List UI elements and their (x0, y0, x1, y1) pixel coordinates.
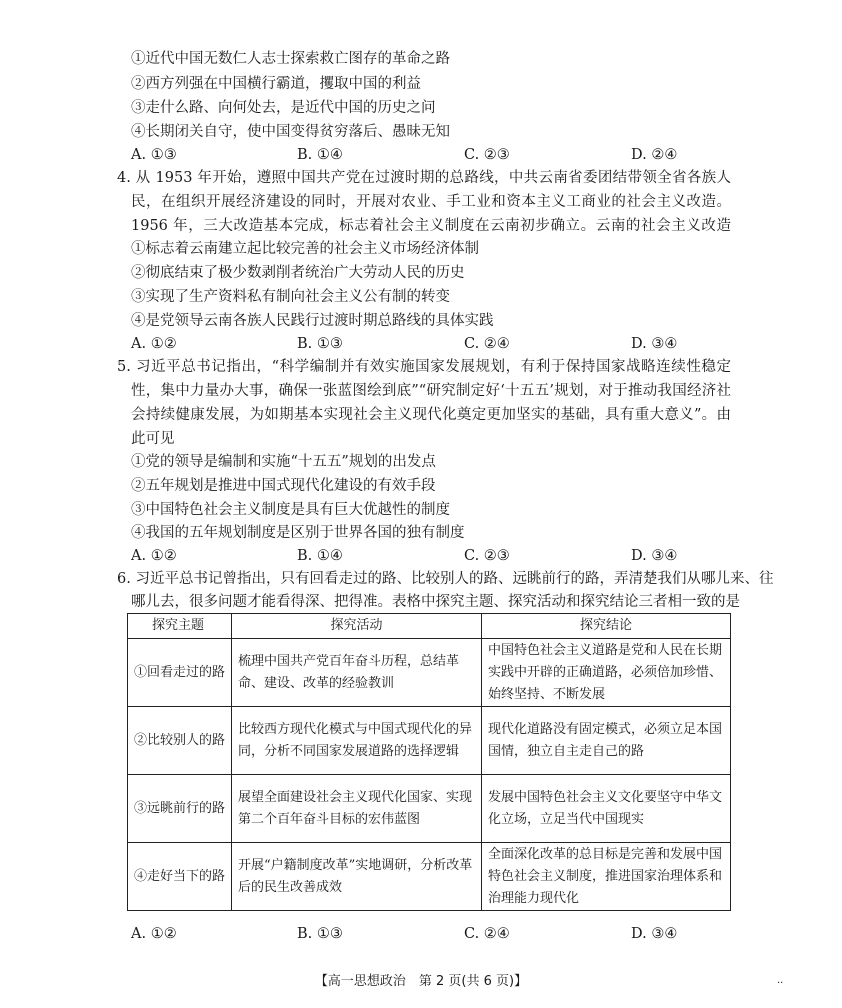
q4-stem-line-1: 4. 从 1953 年开始，遵照中国共产党在过渡时期的总路线，中共云南省委团结带领全省各族人 (117, 170, 731, 186)
row-activity: 梳理中国共产党百年奋斗历程，总结革命、建设、改革的经验教训 (232, 639, 482, 707)
row-activity: 比较西方现代化模式与中国式现代化的异同，分析不同国家发展道路的选择逻辑 (232, 707, 482, 775)
q4-option-a[interactable]: A. ①② (131, 336, 177, 352)
q5-item-4: ④我国的五年规划制度是区别于世界各国的独有制度 (131, 525, 465, 541)
q5-item-2: ②五年规划是推进中国式现代化建设的有效手段 (131, 478, 436, 494)
row-topic: ④走好当下的路 (128, 843, 232, 911)
corner-mark: ·· (777, 978, 784, 989)
q6-stem-line-2: 哪儿去，很多问题才能看得深、把得准。表格中探究主题、探究活动和探究结论三者相一致的是 (131, 594, 740, 610)
q6-option-b[interactable]: B. ①③ (297, 926, 343, 942)
q5-option-c[interactable]: C. ②③ (464, 548, 510, 564)
row-topic: ①回看走过的路 (128, 639, 232, 707)
q6-stem-line-1: 6. 习近平总书记曾指出，只有回看走过的路、比较别人的路、远眺前行的路，弄清楚我们从哪儿来、往 (117, 571, 774, 587)
q6-option-a[interactable]: A. ①② (131, 926, 177, 942)
q5-item-3: ③中国特色社会主义制度是具有巨大优越性的制度 (131, 502, 450, 518)
q6-options (131, 922, 691, 946)
q3-option-b[interactable]: B. ①④ (297, 147, 343, 163)
q4-option-b[interactable]: B. ①③ (297, 336, 343, 352)
row-activity: 开展“户籍制度改革”实地调研，分析改革后的民生改善成效 (232, 843, 482, 911)
table-header-row (128, 614, 731, 639)
table-row (128, 775, 731, 843)
q3-item-4: ④长期闭关自守，使中国变得贫穷落后、愚昧无知 (131, 124, 450, 140)
q3-option-d[interactable]: D. ②④ (631, 147, 678, 163)
q5-stem-line-2: 性，集中力量办大事，确保一张蓝图绘到底”“研究制定好‘十五五’规划，对于推动我国经济社 (131, 383, 731, 399)
q4-stem-line-3: 1956 年，三大改造基本完成，标志着社会主义制度在云南初步确立。云南的社会主义改造 (131, 218, 731, 234)
inquiry-table (127, 613, 731, 911)
table-row (128, 639, 731, 707)
q6-option-c[interactable]: C. ②④ (464, 926, 510, 942)
q4-item-1: ①标志着云南建立起比较完善的社会主义市场经济体制 (131, 241, 479, 257)
q3-item-2: ②西方列强在中国横行霸道，攫取中国的利益 (131, 76, 421, 92)
row-conclusion: 中国特色社会主义道路是党和人民在长期实践中开辟的正确道路，必须倍加珍惜、始终坚持、不断发展 (482, 639, 731, 707)
q5-option-b[interactable]: B. ①④ (297, 548, 343, 564)
q6-option-d[interactable]: D. ③④ (631, 926, 678, 942)
q4-item-2: ②彻底结束了极少数剥削者统治广大劳动人民的历史 (131, 265, 465, 281)
header-activity: 探究活动 (232, 614, 482, 639)
q3-item-1: ①近代中国无数仁人志士探索救亡图存的革命之路 (131, 51, 450, 67)
q5-options (131, 544, 691, 568)
q4-option-c[interactable]: C. ②④ (464, 336, 510, 352)
header-topic: 探究主题 (128, 614, 232, 639)
row-conclusion: 发展中国特色社会主义文化要坚守中华文化立场，立足当代中国现实 (482, 775, 731, 843)
header-conclusion: 探究结论 (482, 614, 731, 639)
row-activity: 展望全面建设社会主义现代化国家、实现第二个百年奋斗目标的宏伟蓝图 (232, 775, 482, 843)
q5-stem-line-1: 5. 习近平总书记指出，“科学编制并有效实施国家发展规划，有利于保持国家战略连续性稳定 (117, 359, 731, 375)
q5-item-1: ①党的领导是编制和实施“十五五”规划的出发点 (131, 454, 436, 470)
q4-option-d[interactable]: D. ③④ (631, 336, 678, 352)
row-topic: ③远眺前行的路 (128, 775, 232, 843)
row-conclusion: 现代化道路没有固定模式，必须立足本国国情，独立自主走自己的路 (482, 707, 731, 775)
q4-item-4: ④是党领导云南各族人民践行过渡时期总路线的具体实践 (131, 313, 494, 329)
table-row (128, 843, 731, 911)
row-conclusion: 全面深化改革的总目标是完善和发展中国特色社会主义制度，推进国家治理体系和治理能力现代化 (482, 843, 731, 911)
table-row (128, 707, 731, 775)
q5-option-a[interactable]: A. ①② (131, 548, 177, 564)
q4-stem-line-2: 民，在组织开展经济建设的同时，开展对农业、手工业和资本主义工商业的社会主义改造。 (131, 194, 731, 210)
q3-option-c[interactable]: C. ②③ (464, 147, 510, 163)
q5-stem-line-4: 此可见 (131, 431, 175, 447)
q3-option-a[interactable]: A. ①③ (131, 147, 177, 163)
q4-options (131, 332, 691, 356)
q5-stem-line-3: 会持续健康发展，为如期基本实现社会主义现代化奠定更加坚实的基础，具有重大意义”。由 (131, 407, 731, 423)
page-footer: 【高一思想政治 第 2 页(共 6 页)】 (314, 974, 528, 989)
q3-options (131, 143, 691, 167)
q5-option-d[interactable]: D. ③④ (631, 548, 678, 564)
row-topic: ②比较别人的路 (128, 707, 232, 775)
q3-item-3: ③走什么路、向何处去，是近代中国的历史之问 (131, 100, 436, 116)
q4-item-3: ③实现了生产资料私有制向社会主义公有制的转变 (131, 289, 450, 305)
